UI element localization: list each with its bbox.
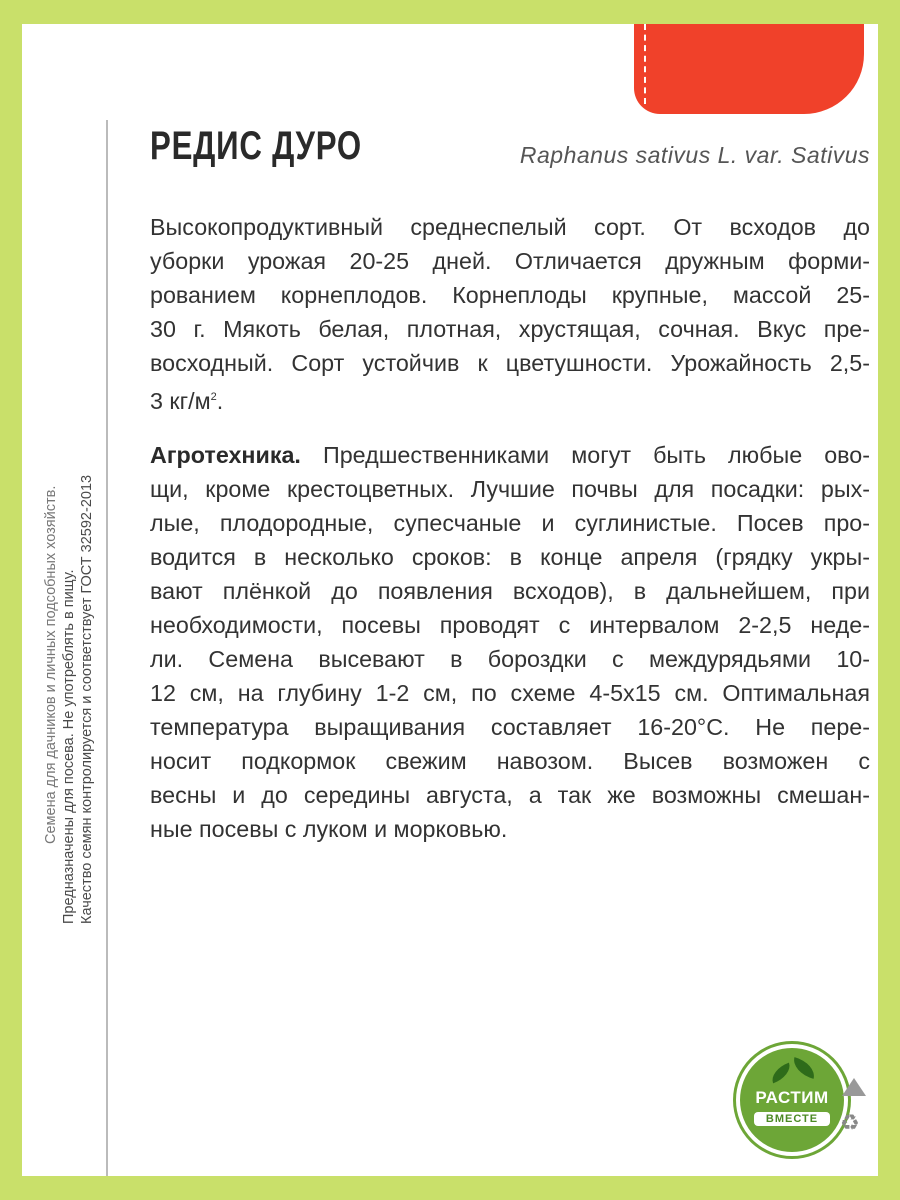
agro-line: вают плёнкой до появления всходов), в дальнейшем, при: [150, 577, 870, 604]
body-text: [150, 210, 870, 866]
side-text-line-3: Качество семян контролируется и соответствует ГОСТ 32592-2013: [79, 474, 95, 924]
leaf-icon: [790, 1057, 817, 1079]
agro-line: [150, 438, 870, 472]
agro-line: щи, кроме крестоцветных. Лучшие почвы для посадки: рых-: [150, 475, 870, 502]
latin-name: Raphanus sativus L. var. Sativus: [519, 142, 870, 168]
description-line: 30 г. Мякоть белая, плотная, хрустящая, сочная. Вкус пре-: [150, 316, 870, 342]
agro-line: ли. Семена высевают в бороздки с междурядьями 10-: [150, 645, 870, 672]
brand-logo: [736, 1044, 848, 1156]
title-row: [150, 124, 870, 184]
seed-packet: [22, 24, 878, 1176]
red-corner-tab: [634, 24, 864, 114]
side-text-line-1: Семена для дачников и личных подсобных хозяйств.: [43, 485, 59, 844]
agro-line: 12 см, на глубину 1-2 см, по схеме 4-5х15 см. Оптимальная: [150, 679, 870, 706]
agro-line: весны и до середины августа, а так же возможны смешан-: [150, 781, 870, 808]
description-line: Высокопродуктивный среднеспелый сорт. От всходов до: [150, 214, 870, 240]
superscript: 2: [210, 391, 217, 403]
agro-line: ные посевы с луком и морковью.: [150, 815, 508, 842]
agro-paragraph: [150, 438, 870, 846]
dashed-line: [644, 24, 646, 104]
description-line: уборки урожая 20-25 дней. Отличается дружным форми-: [150, 248, 870, 274]
agro-heading: Агротехника.: [150, 441, 301, 468]
description-paragraph: [150, 210, 870, 418]
recycle-icon: [840, 1074, 870, 1154]
agro-line-text: Предшественниками могут быть любые ово-: [300, 441, 870, 468]
agro-line: носит подкормок свежим навозом. Высев возможен с: [150, 747, 870, 774]
description-line: рованием корнеплодов. Корнеплоды крупные, массой 25-: [150, 282, 870, 308]
agro-line: лые, плодородные, супесчаные и суглинистые. Посев про-: [150, 509, 870, 536]
agro-line: температура выращивания составляет 16-20°С. Не пере-: [150, 713, 870, 740]
leaf-icon: [768, 1063, 793, 1084]
logo-line-2: ВМЕСТЕ: [754, 1112, 830, 1126]
agro-line: необходимости, посевы проводят с интервалом 2-2,5 неде-: [150, 611, 870, 638]
logo-line-1: РАСТИМ: [755, 1088, 829, 1107]
side-legal-text: [43, 284, 96, 924]
side-text-line-2: Предназначены для посева. Не употреблять в пищу.: [61, 569, 77, 924]
description-line-last: [150, 380, 870, 418]
agro-line: водится в несколько сроков: в конце апреля (грядку укры-: [150, 543, 870, 570]
bin-icon: ♻: [840, 1110, 860, 1135]
yield-unit: 3 кг/м: [150, 387, 211, 414]
period: .: [216, 387, 224, 414]
description-line: восходный. Сорт устойчив к цветушности. Урожайность 2,5-: [150, 350, 870, 376]
recycle-triangle: [842, 1078, 866, 1096]
fold-line: [106, 120, 108, 1176]
product-title: РЕДИС ДУРО: [150, 124, 362, 168]
